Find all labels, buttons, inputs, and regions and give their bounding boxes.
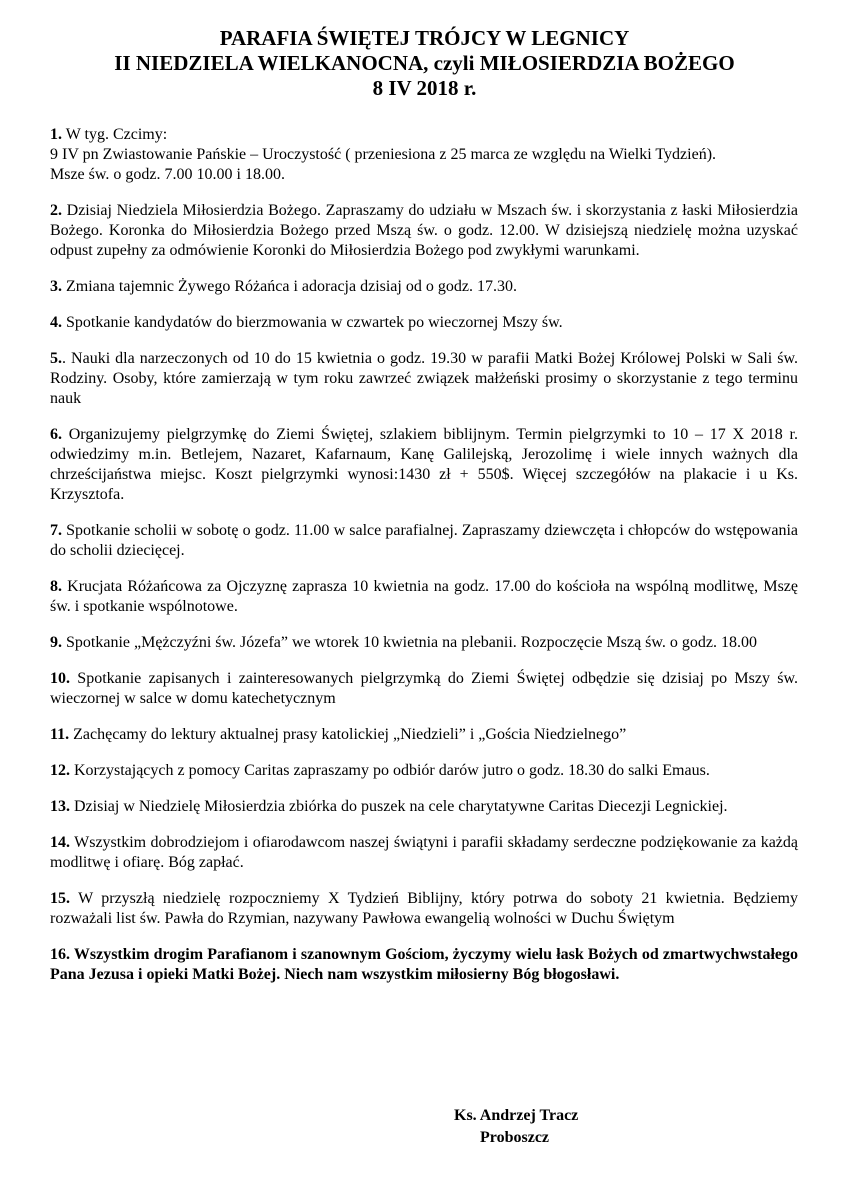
announcement-9 <box>50 633 798 653</box>
date-title: 8 IV 2018 r. <box>372 76 477 100</box>
announcement-text: Wszystkim dobrodziejom i ofiarodawcom naszej świątyni i parafii składamy serdeczne podziękowanie za każdą modlitwę i ofiarę. Bóg zapłać. <box>50 834 798 871</box>
announcement-2 <box>50 201 798 261</box>
announcement-text: Zmiana tajemnic Żywego Różańca i adoracja dzisiaj od o godz. 17.30. <box>62 278 517 295</box>
announcement-14 <box>50 833 798 873</box>
announcement-text: W przyszłą niedzielę rozpoczniemy X Tydzień Biblijny, który potrwa do soboty 21 kwietnia. Będziemy rozważali list św. Pawła do Rzymian, nazywany Pawłowa ewangelią wolności w Duchu Świętym <box>50 890 798 927</box>
announcement-text: W tyg. Czcimy: <box>62 126 168 143</box>
announcement-12 <box>50 761 798 781</box>
announcement-10 <box>50 669 798 709</box>
announcement-number: 15. <box>50 890 70 907</box>
announcement-number: 1. <box>50 126 62 143</box>
announcement-text: Spotkanie zapisanych i zainteresowanych pielgrzymką do Ziemi Świętej odbędzie się dzisiaj po Mszy św. wieczornej w salce w domu katechetycznym <box>50 670 798 707</box>
announcement-16 <box>50 945 798 985</box>
signature-title: Proboszcz <box>480 1129 550 1146</box>
announcement-number: 8. <box>50 578 62 595</box>
parish-title: PARAFIA ŚWIĘTEJ TRÓJCY W LEGNICY <box>219 26 630 50</box>
announcement-6 <box>50 425 798 505</box>
announcement-text: Dzisiaj w Niedzielę Miłosierdzia zbiórka do puszek na cele charytatywne Caritas Diecezji Legnickiej. <box>70 798 728 815</box>
announcement-text: Korzystających z pomocy Caritas zapraszamy po odbiór darów jutro o godz. 18.30 do salki Emaus. <box>70 762 710 779</box>
announcement-text: 9 IV pn Zwiastowanie Pańskie – Uroczystość ( przeniesiona z 25 marca ze względu na Wielki Tydzień). <box>50 146 717 163</box>
announcement-7 <box>50 521 798 561</box>
announcement-number: 4. <box>50 314 62 331</box>
announcement-text: Dzisiaj Niedziela Miłosierdzia Bożego. Zapraszamy do udziału w Mszach św. i skorzystania z łaski Miłosierdzia Bożego. Koronka do Miłosierdzia Bożego przed Mszą św. o godz. 12.00. W dzisiejszą niedzielę można uzyskać odpust zupełny za odmówienie Koronki do Miłosierdzia Bożego pod zwykłymi warunkami. <box>50 202 798 259</box>
announcement-number: 6. <box>50 426 62 443</box>
announcement-text: Organizujemy pielgrzymkę do Ziemi Świętej, szlakiem biblijnym. Termin pielgrzymki to 10 – 17 X 2018 r. odwiedzimy m.in. Betlejem, Nazaret, Kafarnaum, Kanę Galilejską, Jerozolimę i wiele innych ważnych dla chrześcijaństwa miejsc. Koszt pielgrzymki wynosi:1430 zł + 550$. Więcej szczegółów na plakacie i u Ks. Krzysztofa. <box>50 426 798 503</box>
announcement-4 <box>50 313 798 333</box>
announcement-text: . Nauki dla narzeczonych od 10 do 15 kwietnia o godz. 19.30 w parafii Matki Bożej Królowej Polski w Sali św. Rodziny. Osoby, które zamierzają w tym roku zawrzeć związek małżeński prosimy o skorzystanie z tego terminu nauk <box>50 350 798 407</box>
announcement-number: 9. <box>50 634 62 651</box>
signature-name: Ks. Andrzej Tracz <box>454 1107 579 1124</box>
announcement-text: Wszystkim drogim Parafianom i szanownym Gościom, życzymy wielu łask Bożych od zmartwychwstałego Pana Jezusa i opieki Matki Bożej. Niech nam wszystkim miłosierny Bóg błogosławi. <box>50 946 798 983</box>
announcement-text: Spotkanie kandydatów do bierzmowania w czwartek po wieczornej Mszy św. <box>62 314 563 331</box>
announcement-number: 13. <box>50 798 70 815</box>
announcement-number: 16. <box>50 946 70 963</box>
announcements-list <box>50 125 798 1001</box>
announcement-number: 14. <box>50 834 70 851</box>
announcement-number: 11. <box>50 726 70 743</box>
announcement-15 <box>50 889 798 929</box>
announcement-text: Zachęcamy do lektury aktualnej prasy katolickiej „Niedzieli” i „Gościa Niedzielnego” <box>69 726 627 743</box>
sunday-title: II NIEDZIELA WIELKANOCNA, czyli MIŁOSIERDZIA BOŻEGO <box>114 51 735 75</box>
announcement-3 <box>50 277 798 297</box>
announcement-5 <box>50 349 798 409</box>
announcement-11 <box>50 725 798 745</box>
announcement-number: 3. <box>50 278 62 295</box>
signature-block <box>454 1105 578 1149</box>
announcement-8 <box>50 577 798 617</box>
page-header <box>0 26 849 101</box>
announcement-number: 12. <box>50 762 70 779</box>
announcement-number: 5. <box>50 350 62 367</box>
announcement-text: Msze św. o godz. 7.00 10.00 i 18.00. <box>50 166 285 183</box>
announcement-text: Spotkanie „Mężczyźni św. Józefa” we wtorek 10 kwietnia na plebanii. Rozpoczęcie Mszą św. o godz. 18.00 <box>62 634 758 651</box>
announcement-1 <box>50 125 798 185</box>
announcement-number: 10. <box>50 670 70 687</box>
announcement-number: 2. <box>50 202 62 219</box>
announcement-text: Spotkanie scholii w sobotę o godz. 11.00 w salce parafialnej. Zapraszamy dziewczęta i chłopców do wstępowania do scholii dziecięcej. <box>50 522 798 559</box>
announcement-13 <box>50 797 798 817</box>
announcement-text: Krucjata Różańcowa za Ojczyznę zaprasza 10 kwietnia na godz. 17.00 do kościoła na wspólną modlitwę, Mszę św. i spotkanie wspólnotowe. <box>50 578 798 615</box>
announcement-number: 7. <box>50 522 62 539</box>
